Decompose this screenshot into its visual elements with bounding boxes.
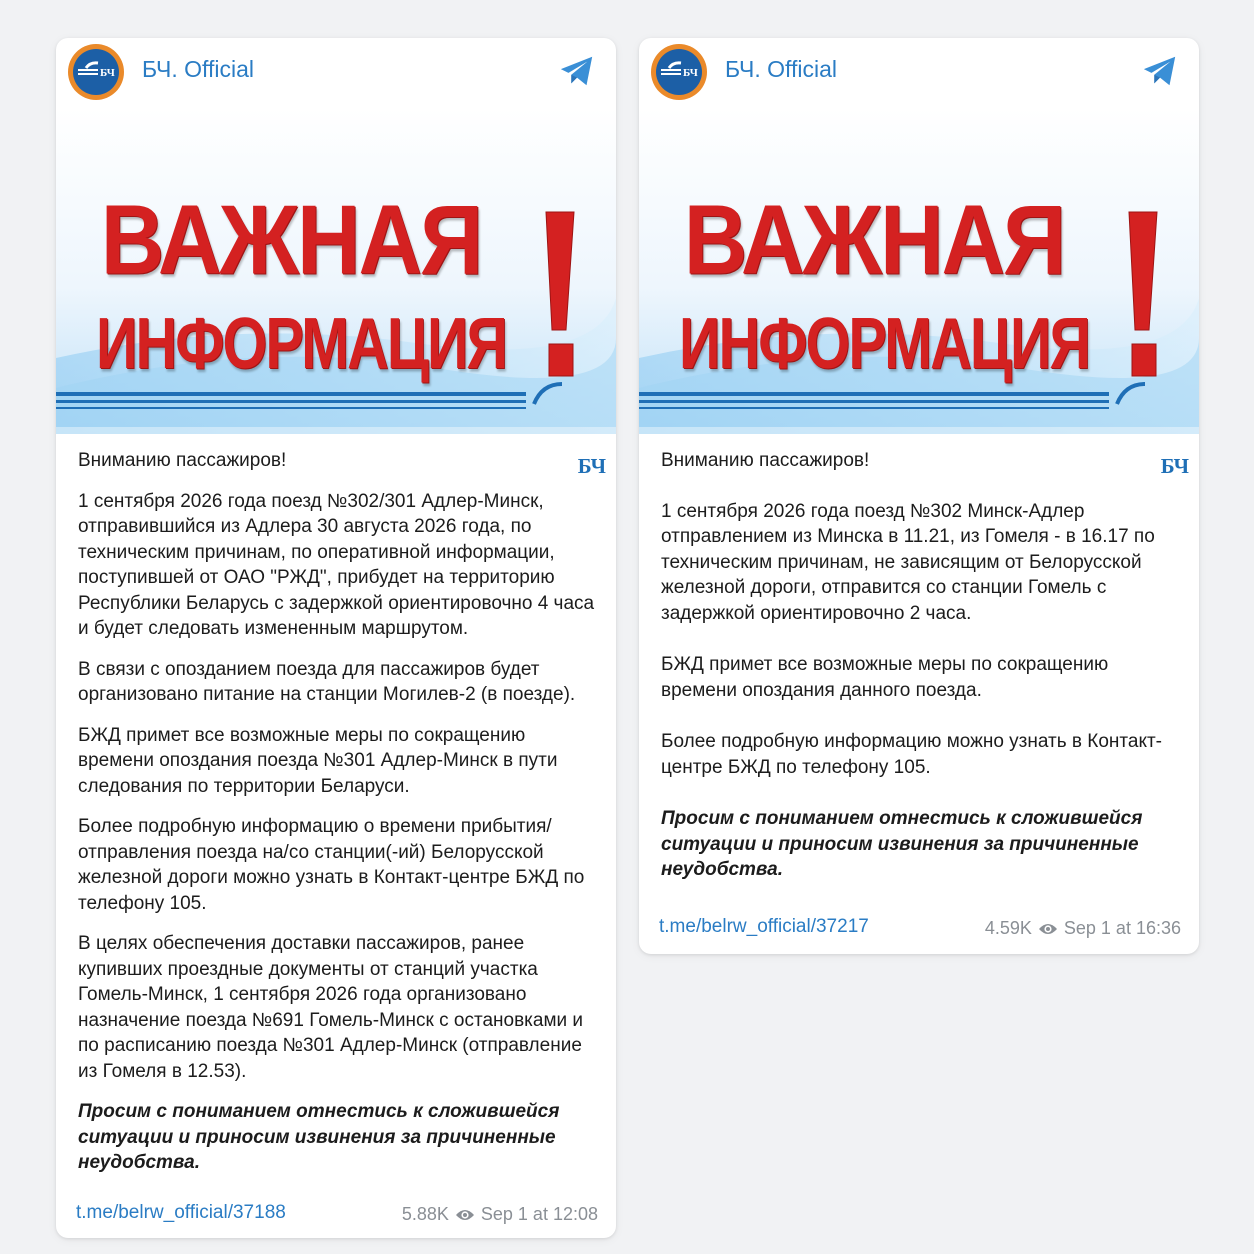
post-date: Sep 1 at 12:08 [480, 1204, 598, 1224]
banner-title: ВАЖНАЯ [100, 184, 482, 295]
bch-logo-icon[interactable] [68, 44, 124, 100]
post-meta [985, 918, 1181, 939]
channel-name[interactable]: БЧ. Official [725, 56, 838, 82]
banner-title: ВАЖНАЯ [683, 184, 1065, 295]
post-paragraph: Вниманию пассажиров! [78, 450, 287, 471]
post-card-1 [56, 38, 616, 1238]
eye-icon [1038, 922, 1058, 936]
post-link[interactable]: t.me/belrw_official/37217 [659, 916, 869, 937]
banner-logo: БЧ [1160, 454, 1189, 478]
post-card-2 [639, 38, 1199, 954]
post-paragraph: Более подробную информацию о времени прибытия/отправления поезда на/со станции(-ий) Белорусской железной дороги можно узнать в Контакт-центре БЖД по телефону 105. [78, 816, 585, 914]
post-closing: Просим с пониманием отнестись к сложившейся ситуации и приносим извинения за причиненные неудобства. [78, 1101, 560, 1173]
post-link[interactable]: t.me/belrw_official/37188 [76, 1202, 286, 1223]
eye-icon [455, 1208, 475, 1222]
post-date: Sep 1 at 16:36 [1063, 918, 1181, 938]
telegram-icon[interactable] [558, 52, 596, 90]
post-paragraph: 1 сентября 2026 года поезд №302/301 Адлер-Минск, отправившийся из Адлера 30 августа 2026 года, по техническим причинам, по оперативной информации, поступившей от ОАО "РЖД", прибудет на территорию Республики Беларусь с задержкой ориентировочно 4 часа и будет следовать измененным маршрутом. [78, 490, 595, 639]
post-closing: Просим с пониманием отнестись к сложившейся ситуации и приносим извинения за причиненные неудобства. [661, 808, 1143, 880]
telegram-icon[interactable] [1141, 52, 1179, 90]
post-footer [659, 916, 1181, 944]
avatar-text: БЧ [100, 67, 115, 79]
view-count: 5.88K [401, 1204, 449, 1224]
post-text [661, 448, 1181, 909]
channel-name[interactable]: БЧ. Official [142, 56, 255, 82]
avatar-text: БЧ [683, 67, 698, 79]
banner-logo: БЧ [577, 454, 606, 478]
banner-subtitle: ИНФОРМАЦИЯ [96, 303, 506, 384]
post-footer [76, 1202, 598, 1230]
post-paragraph: БЖД примет все возможные меры по сокращению времени опоздания данного поезда. [661, 654, 1109, 701]
post-paragraph: БЖД примет все возможные меры по сокращению времени опоздания поезда №301 Адлер-Минск в пути следования по территории Беларуси. [78, 724, 558, 797]
bch-logo-icon[interactable] [651, 44, 707, 100]
post-paragraph: В целях обеспечения доставки пассажиров, ранее купивших проездные документы от станций участка Гомель-Минск, 1 сентября 2026 года организовано назначение поезда №691 Гомель-Минск с остановками и по расписанию поезда №301 Адлер-Минск (отправление из Гомеля в 12.53). [78, 933, 584, 1082]
exclamation-icon [1125, 212, 1159, 378]
exclamation-icon [542, 212, 576, 378]
view-count: 4.59K [984, 918, 1032, 938]
post-paragraph: 1 сентября 2026 года поезд №302 Минск-Адлер отправлением из Минска в 11.21, из Гомеля - в 16.17 по техническим причинам, не зависящим от Белорусской железной дороги, отправится со станции Гомель с задержкой ориентировочно 2 часа. [661, 500, 1155, 624]
post-meta [402, 1204, 598, 1225]
banner-subtitle: ИНФОРМАЦИЯ [679, 303, 1089, 384]
post-paragraph: Более подробную информацию можно узнать в Контакт-центре БЖД по телефону 105. [661, 731, 1163, 778]
post-header [56, 38, 616, 108]
post-paragraph: В связи с опозданием поезда для пассажиров будет организовано питание на станции Могилев-2 (в поезде). [78, 658, 576, 705]
post-text [78, 448, 598, 1191]
post-paragraph: Вниманию пассажиров! [661, 450, 870, 471]
post-header [639, 38, 1199, 108]
